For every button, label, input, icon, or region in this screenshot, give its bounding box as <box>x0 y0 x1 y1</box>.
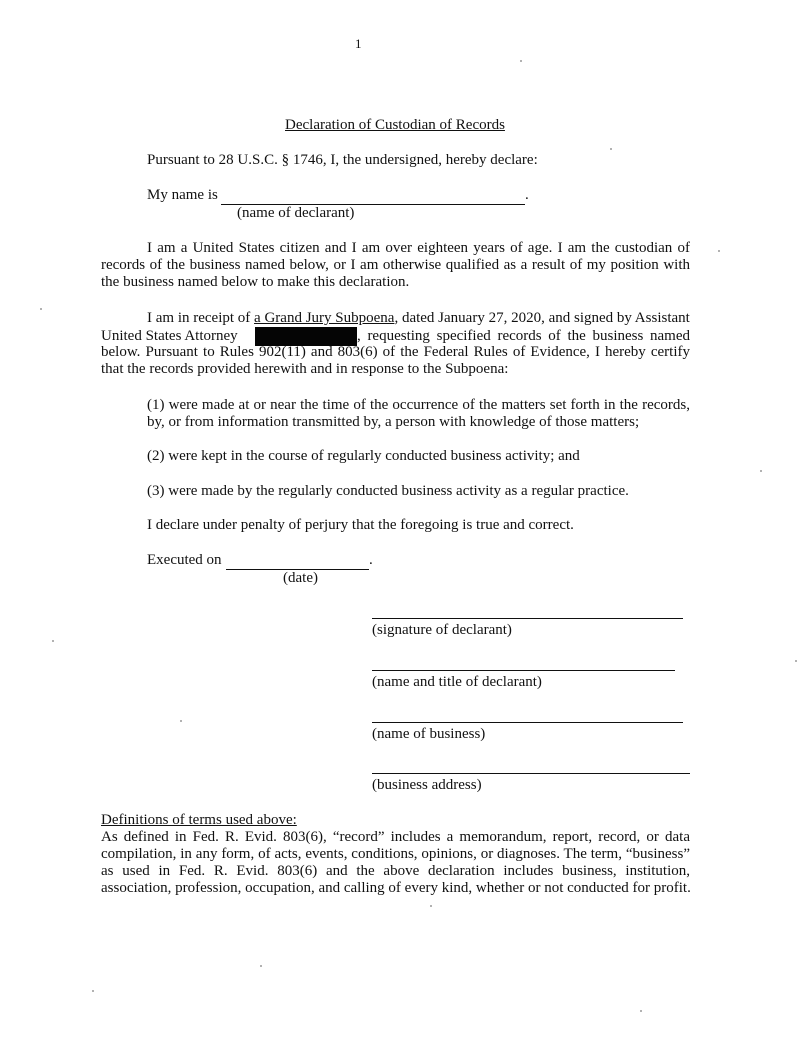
subpoena-reference: a Grand Jury Subpoena <box>254 310 395 326</box>
subpoena-date-text: , dated January 27, 2020, and signed by Assistant <box>394 310 690 326</box>
page-number: 1 <box>355 36 362 51</box>
business-address-field[interactable] <box>372 773 690 774</box>
executed-label: Executed on <box>147 552 222 568</box>
scan-speck <box>610 148 612 150</box>
business-name-field[interactable] <box>372 722 683 723</box>
name-label: My name is <box>147 187 218 203</box>
scan-speck <box>520 60 522 62</box>
executed-period: . <box>369 552 373 568</box>
definitions-heading: Definitions of terms used above: <box>101 812 297 828</box>
definitions-line3: as used in Fed. R. Evid. 803(6) and the above declaration includes business, institution, <box>101 863 690 879</box>
intro-statement: Pursuant to 28 U.S.C. § 1746, I, the undersigned, hereby declare: <box>147 152 538 168</box>
signature-field[interactable] <box>372 618 683 619</box>
receipt-text: I am in receipt of <box>147 310 255 326</box>
attorney-label: United States Attorney <box>101 328 238 344</box>
scan-speck <box>640 1010 642 1012</box>
scan-speck <box>760 470 762 472</box>
signature-caption: (signature of declarant) <box>372 622 512 638</box>
definitions-line4: association, profession, occupation, and calling of every kind, whether or not conducted for profit. <box>101 880 691 896</box>
name-title-field[interactable] <box>372 670 675 671</box>
scan-speck <box>180 720 182 722</box>
item-1-line2: by, or from information transmitted by, a person with knowledge of those matters; <box>147 414 640 430</box>
scan-speck <box>40 308 42 310</box>
para2-line4: that the records provided herewith and in response to the Subpoena: <box>101 361 509 377</box>
records-request-text: , requesting specified records of the business named <box>357 328 690 344</box>
para2-line3: below. Pursuant to Rules 902(11) and 803(6) of the Federal Rules of Evidence, I hereby certify <box>101 344 690 360</box>
para1-line3: the business named below to make this declaration. <box>101 274 410 290</box>
definitions-line1: As defined in Fed. R. Evid. 803(6), “record” includes a memorandum, report, record, or data <box>101 829 690 845</box>
perjury-statement: I declare under penalty of perjury that the foregoing is true and correct. <box>147 517 574 533</box>
scan-speck <box>795 660 797 662</box>
name-title-caption: (name and title of declarant) <box>372 674 542 690</box>
business-name-caption: (name of business) <box>372 726 486 742</box>
name-line-period: . <box>525 187 529 203</box>
item-3: (3) were made by the regularly conducted business activity as a regular practice. <box>147 483 629 499</box>
business-address-caption: (business address) <box>372 777 482 793</box>
definitions-line2: compilation, in any form, of acts, events, conditions, opinions, or diagnoses. The term, “business” <box>101 846 690 862</box>
para2-line1 <box>147 310 690 327</box>
declarant-name-caption: (name of declarant) <box>237 205 355 221</box>
item-2: (2) were kept in the course of regularly conducted business activity; and <box>147 448 580 464</box>
scan-speck <box>92 990 94 992</box>
scan-speck <box>52 640 54 642</box>
scan-speck <box>430 905 432 907</box>
scan-speck <box>260 965 262 967</box>
item-1-line1: (1) were made at or near the time of the occurrence of the matters set forth in the records, <box>147 397 690 413</box>
scan-speck <box>718 250 720 252</box>
date-caption: (date) <box>283 570 318 586</box>
para1-line2: records of the business named below, or I am otherwise qualified as a result of my position with <box>101 257 690 273</box>
document-title: Declaration of Custodian of Records <box>285 117 505 133</box>
para1-line1: I am a United States citizen and I am over eighteen years of age. I am the custodian of <box>147 240 690 256</box>
